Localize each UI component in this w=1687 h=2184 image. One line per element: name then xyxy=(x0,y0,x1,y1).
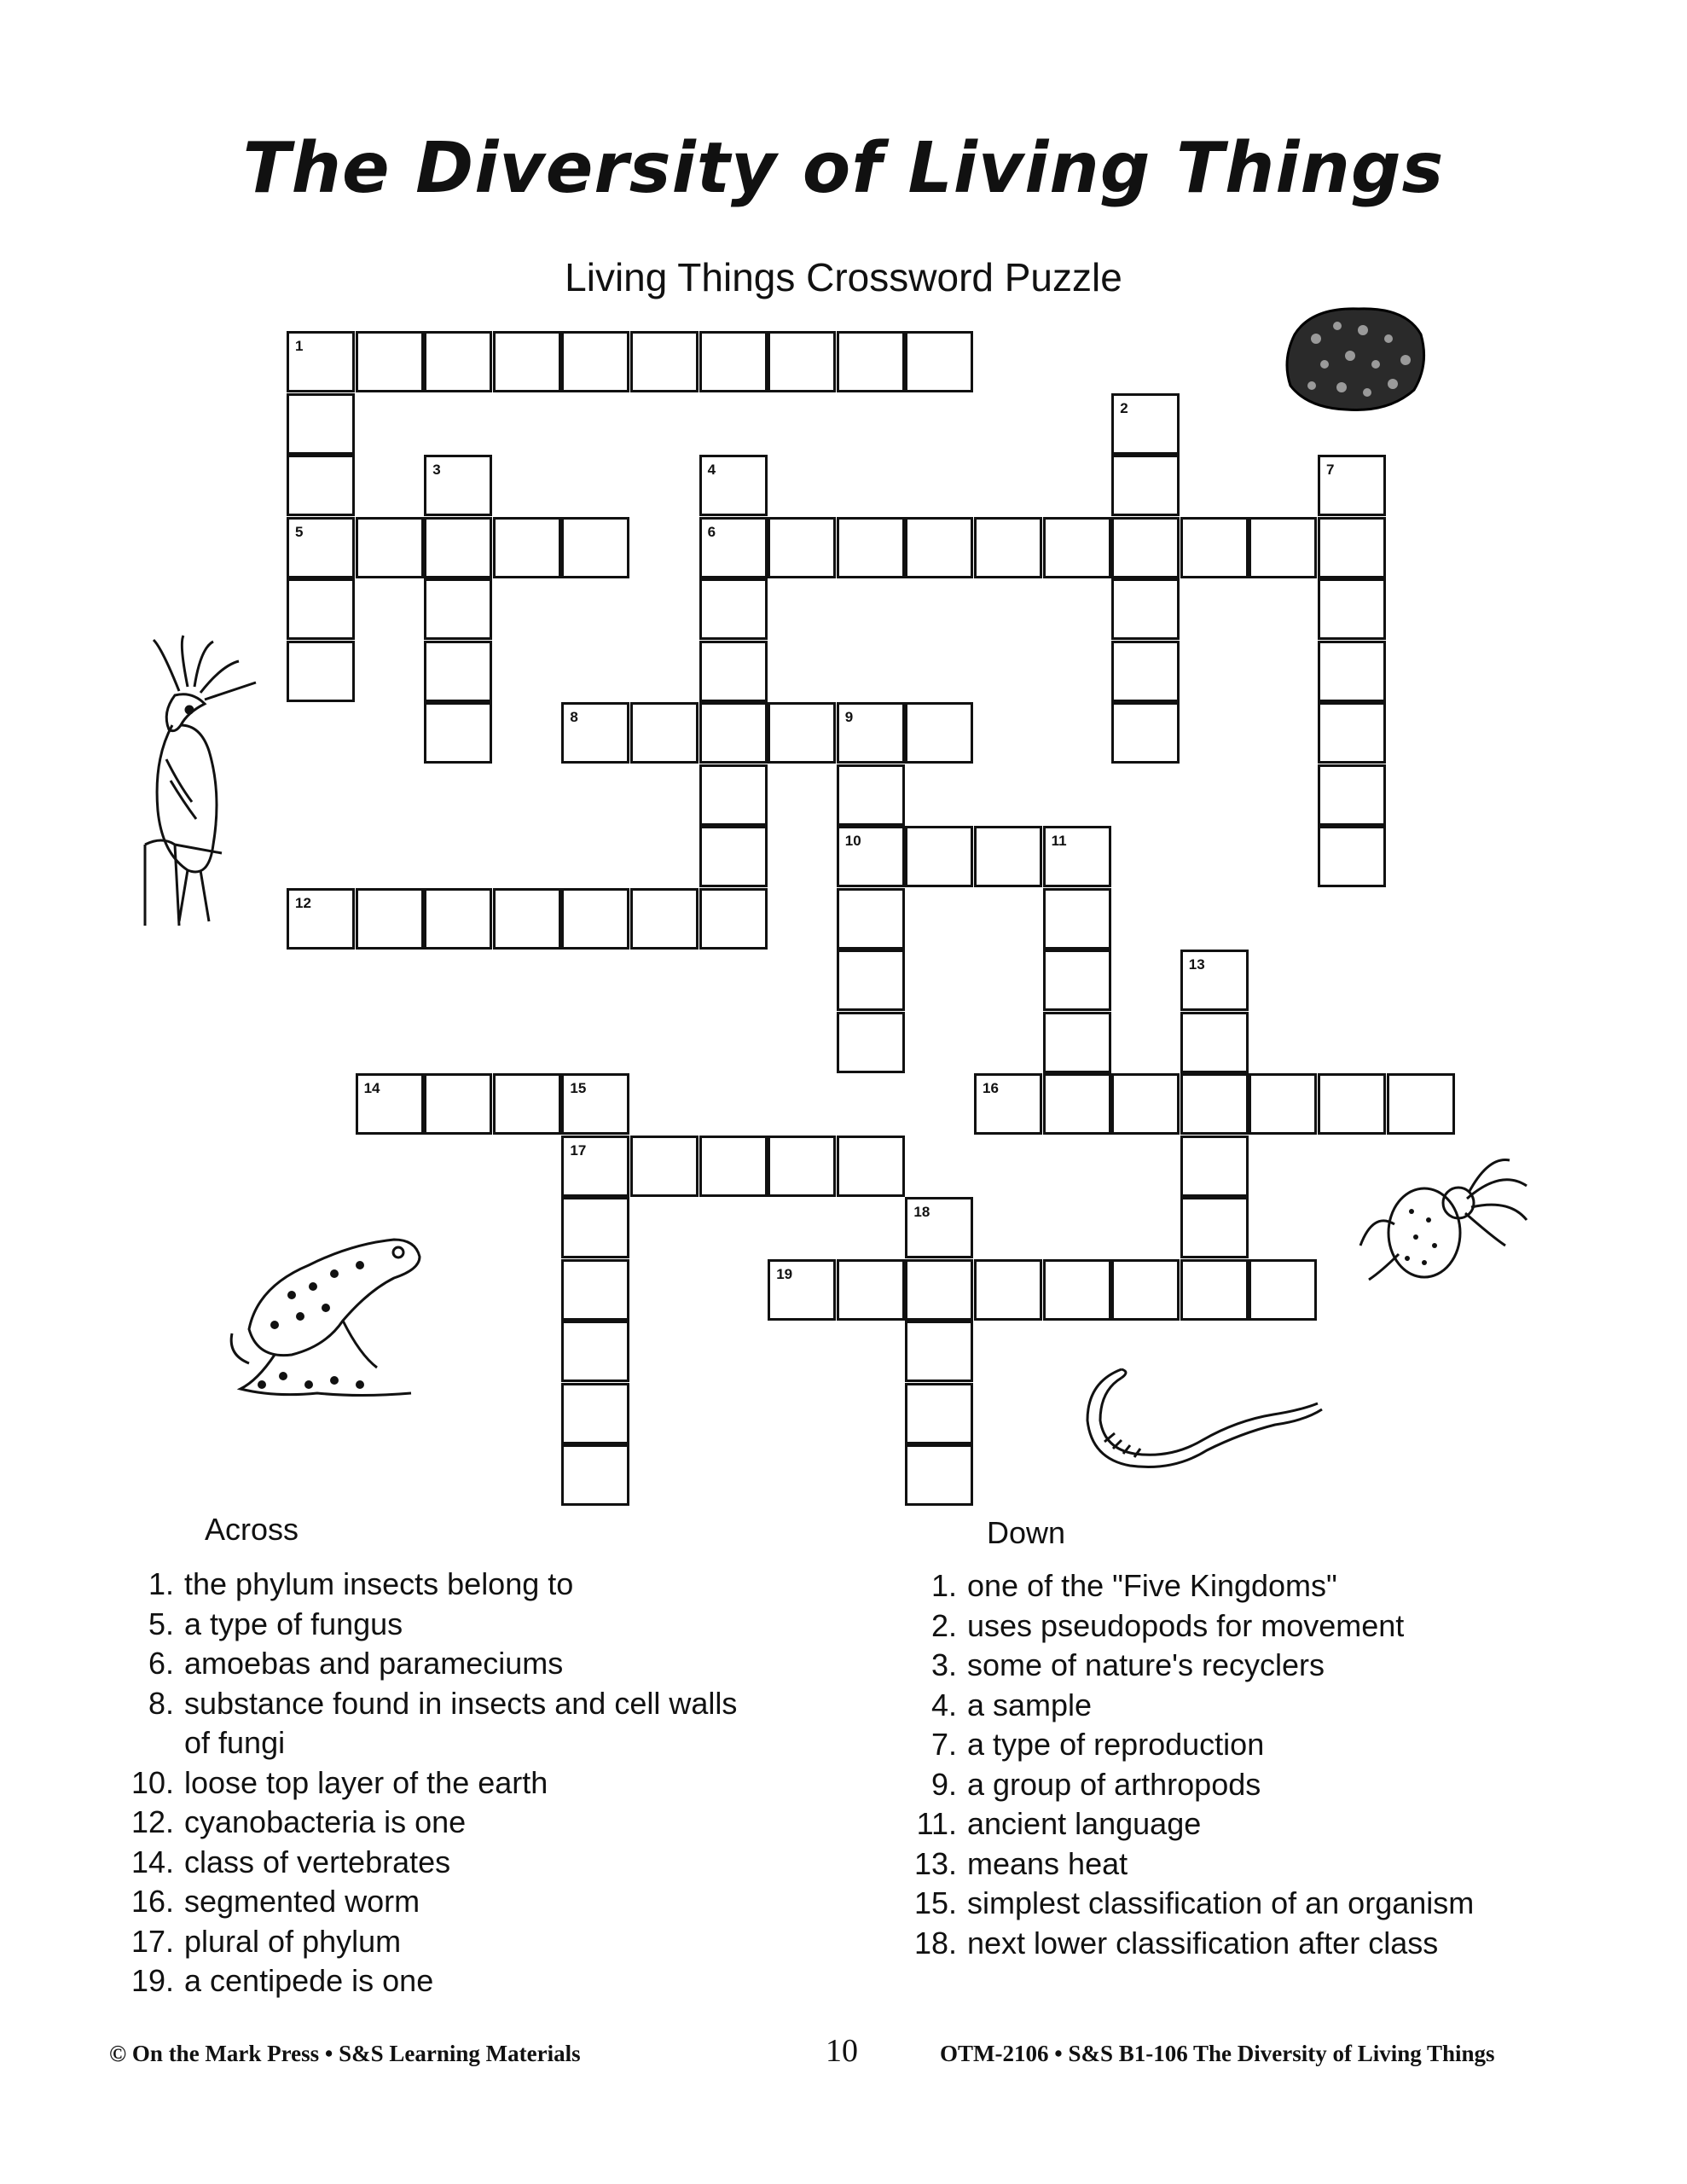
crossword-cell[interactable] xyxy=(287,888,355,950)
crossword-cell[interactable] xyxy=(1043,888,1111,950)
clue-number: 17. xyxy=(130,1923,174,1959)
crossword-cell[interactable] xyxy=(287,393,355,455)
crossword-cell[interactable] xyxy=(1318,578,1386,640)
crossword-cell[interactable] xyxy=(1043,1073,1111,1135)
crossword-cell[interactable] xyxy=(837,950,905,1011)
cell-number: 14 xyxy=(363,1080,380,1096)
crossword-cell[interactable] xyxy=(699,826,768,887)
crossword-cell[interactable] xyxy=(768,702,836,764)
frog-illustration xyxy=(223,1227,428,1406)
clue-text: a group of arthropods xyxy=(967,1766,1261,1802)
across-heading: Across xyxy=(205,1512,299,1547)
crossword-cell[interactable] xyxy=(699,702,768,764)
crossword-cell[interactable] xyxy=(1318,517,1386,578)
clue-text: simplest classification of an organism xyxy=(967,1885,1475,1920)
clue-number: 4. xyxy=(930,1687,957,1722)
clue-number: 1. xyxy=(930,1568,957,1603)
clue-text: cyanobacteria is one xyxy=(184,1804,467,1839)
cell-number: 12 xyxy=(295,894,311,911)
down-heading: Down xyxy=(987,1515,1066,1550)
crossword-cell[interactable] xyxy=(424,641,492,702)
crossword-cell[interactable] xyxy=(1180,517,1249,578)
crossword-cell[interactable] xyxy=(1111,1073,1180,1135)
across-clue xyxy=(119,1882,768,1922)
cell-number: 3 xyxy=(432,462,441,478)
crossword-cell[interactable] xyxy=(905,1321,973,1382)
clue-text: loose top layer of the earth xyxy=(184,1764,548,1800)
crossword-cell[interactable] xyxy=(356,331,424,392)
crossword-cell[interactable] xyxy=(493,1073,561,1135)
crossword-cell[interactable] xyxy=(561,1383,629,1444)
cell-number: 2 xyxy=(1120,399,1128,416)
cell-number: 1 xyxy=(295,338,304,354)
crossword-cell[interactable] xyxy=(561,888,629,950)
crossword-cell[interactable] xyxy=(837,1259,905,1321)
cell-number: 19 xyxy=(776,1265,793,1282)
cell-number: 13 xyxy=(1188,956,1205,973)
crossword-cell[interactable] xyxy=(905,826,973,887)
crossword-cell[interactable] xyxy=(699,764,768,826)
crossword-cell[interactable] xyxy=(1318,826,1386,887)
crossword-cell[interactable] xyxy=(1043,1012,1111,1073)
cell-number: 18 xyxy=(913,1204,930,1220)
crossword-cell[interactable] xyxy=(1111,641,1180,702)
crossword-cell[interactable] xyxy=(1318,455,1386,516)
sponge-illustration xyxy=(1278,300,1431,420)
crossword-cell[interactable] xyxy=(1318,1073,1386,1135)
crossword-cell[interactable] xyxy=(1111,702,1180,764)
cell-number: 17 xyxy=(570,1141,587,1159)
crossword-cell[interactable] xyxy=(837,764,905,826)
crossword-cell[interactable] xyxy=(561,1321,629,1382)
across-clue xyxy=(119,1644,768,1684)
down-clue xyxy=(902,1924,1636,1964)
clue-number: 14. xyxy=(130,1844,174,1879)
clue-number: 12. xyxy=(130,1804,174,1839)
crossword-cell[interactable] xyxy=(1180,1012,1249,1073)
crossword-cell[interactable] xyxy=(1249,1073,1317,1135)
clue-text: ancient language xyxy=(967,1806,1202,1841)
across-clue xyxy=(119,1684,768,1763)
clue-text: some of nature's recyclers xyxy=(967,1647,1325,1682)
crossword-cell[interactable] xyxy=(561,517,629,578)
footer-product-code: OTM-2106 • S&S B1-106 The Diversity of Living Things xyxy=(940,2041,1495,2066)
down-clue xyxy=(902,1686,1636,1726)
crossword-cell[interactable] xyxy=(905,1383,973,1444)
crossword-cell[interactable] xyxy=(768,517,836,578)
crossword-cell[interactable] xyxy=(837,517,905,578)
crossword-cell[interactable] xyxy=(630,1136,699,1197)
crossword-cell[interactable] xyxy=(974,1073,1042,1135)
down-clue xyxy=(902,1566,1636,1606)
crossword-cell[interactable] xyxy=(837,1136,905,1197)
crossword-cell[interactable] xyxy=(424,517,492,578)
page-title: The Diversity of Living Things xyxy=(242,128,1445,209)
clue-number: 15. xyxy=(913,1885,957,1920)
cell-number: 16 xyxy=(983,1080,999,1096)
crossword-cell[interactable] xyxy=(1249,517,1317,578)
crossword-cell[interactable] xyxy=(1249,1259,1317,1321)
clue-text: a type of fungus xyxy=(184,1606,403,1641)
clue-number: 3. xyxy=(930,1647,957,1682)
clue-text: the phylum insects belong to xyxy=(184,1566,574,1601)
crossword-cell[interactable] xyxy=(561,331,629,392)
down-clue-list xyxy=(902,1566,1636,1963)
down-clue xyxy=(902,1804,1636,1844)
clue-number: 10. xyxy=(130,1764,174,1800)
crossword-cell[interactable] xyxy=(356,517,424,578)
crossword-cell[interactable] xyxy=(699,578,768,640)
puzzle-subtitle: Living Things Crossword Puzzle xyxy=(565,255,1122,299)
down-clue xyxy=(902,1725,1636,1765)
clue-text: a centipede is one xyxy=(184,1963,434,1998)
crossword-cell[interactable] xyxy=(837,702,905,764)
crossword-cell[interactable] xyxy=(1111,455,1180,516)
crossword-cell[interactable] xyxy=(974,517,1042,578)
crossword-cell[interactable] xyxy=(905,1444,973,1506)
down-clue xyxy=(902,1606,1636,1647)
crossword-cell[interactable] xyxy=(1111,393,1180,455)
clue-text: class of vertebrates xyxy=(184,1844,451,1879)
crossword-cell[interactable] xyxy=(1180,1136,1249,1197)
crossword-cell[interactable] xyxy=(1180,1259,1249,1321)
crossword-cell[interactable] xyxy=(287,578,355,640)
crossword-cell[interactable] xyxy=(1318,641,1386,702)
clue-text: substance found in insects and cell walls of fungi xyxy=(184,1685,738,1760)
crossword-cell[interactable] xyxy=(493,517,561,578)
clue-number: 11. xyxy=(916,1806,957,1841)
crossword-cell[interactable] xyxy=(561,1444,629,1506)
crossword-cell[interactable] xyxy=(837,826,905,887)
page-number: 10 xyxy=(826,2033,858,2069)
crossword-cell[interactable] xyxy=(837,331,905,392)
crossword-cell[interactable] xyxy=(974,826,1042,887)
crossword-cell[interactable] xyxy=(424,888,492,950)
crossword-cell[interactable] xyxy=(424,702,492,764)
clue-text: amoebas and parameciums xyxy=(184,1646,564,1681)
crossword-cell[interactable] xyxy=(356,1073,424,1135)
cell-number: 10 xyxy=(844,833,861,849)
crossword-cell[interactable] xyxy=(905,1259,973,1321)
cell-number: 7 xyxy=(1326,462,1335,478)
cell-number: 8 xyxy=(570,709,578,725)
clue-number: 18. xyxy=(913,1925,957,1960)
crossword-cell[interactable] xyxy=(1111,517,1180,578)
across-clue xyxy=(119,1803,768,1843)
crossword-cell[interactable] xyxy=(905,1197,973,1258)
earthworm-illustration xyxy=(1070,1356,1326,1484)
crossword-cell[interactable] xyxy=(837,888,905,950)
cockatoo-illustration xyxy=(128,631,273,930)
cell-number: 11 xyxy=(1051,833,1067,849)
crossword-cell[interactable] xyxy=(1043,1259,1111,1321)
clue-text: uses pseudopods for movement xyxy=(967,1607,1405,1643)
crossword-cell[interactable] xyxy=(561,1073,629,1135)
cell-number: 4 xyxy=(707,462,716,478)
crossword-cell[interactable] xyxy=(1043,950,1111,1011)
crossword-cell[interactable] xyxy=(630,331,699,392)
cell-number: 5 xyxy=(295,523,304,540)
crossword-cell[interactable] xyxy=(287,455,355,516)
cell-number: 15 xyxy=(570,1080,587,1096)
crossword-cell[interactable] xyxy=(424,455,492,516)
crossword-cell[interactable] xyxy=(287,331,355,392)
clue-text: a sample xyxy=(967,1687,1093,1722)
crossword-cell[interactable] xyxy=(768,331,836,392)
clue-number: 8. xyxy=(148,1685,174,1721)
clue-number: 13. xyxy=(913,1845,957,1881)
crossword-cell[interactable] xyxy=(1318,702,1386,764)
clue-number: 16. xyxy=(130,1884,174,1919)
clue-number: 6. xyxy=(148,1646,174,1681)
clue-text: a type of reproduction xyxy=(967,1727,1265,1762)
down-clue xyxy=(902,1844,1636,1885)
crossword-cell[interactable] xyxy=(356,888,424,950)
cell-number: 6 xyxy=(707,523,716,540)
crossword-cell[interactable] xyxy=(424,331,492,392)
crossword-cell[interactable] xyxy=(1180,1073,1249,1135)
crossword-cell[interactable] xyxy=(630,888,699,950)
clue-number: 19. xyxy=(130,1963,174,1998)
clue-text: next lower classification after class xyxy=(967,1925,1439,1960)
crossword-cell[interactable] xyxy=(905,702,973,764)
spider-illustration xyxy=(1356,1152,1535,1297)
crossword-cell[interactable] xyxy=(1180,1197,1249,1258)
crossword-cell[interactable] xyxy=(905,517,973,578)
crossword-cell[interactable] xyxy=(1318,764,1386,826)
crossword-cell[interactable] xyxy=(1043,517,1111,578)
crossword-cell[interactable] xyxy=(699,455,768,516)
crossword-cell[interactable] xyxy=(974,1259,1042,1321)
crossword-cell[interactable] xyxy=(493,331,561,392)
crossword-cell[interactable] xyxy=(1043,826,1111,887)
down-clue xyxy=(902,1646,1636,1686)
crossword-cell[interactable] xyxy=(905,331,973,392)
crossword-cell[interactable] xyxy=(493,888,561,950)
across-clue-list xyxy=(119,1565,768,2001)
crossword-cell[interactable] xyxy=(287,517,355,578)
cell-number: 9 xyxy=(844,709,854,725)
down-clue xyxy=(902,1765,1636,1805)
crossword-cell[interactable] xyxy=(1387,1073,1455,1135)
crossword-cell[interactable] xyxy=(561,1259,629,1321)
crossword-cell[interactable] xyxy=(424,578,492,640)
crossword-cell[interactable] xyxy=(630,702,699,764)
across-clue xyxy=(119,1961,768,2001)
across-clue xyxy=(119,1922,768,1962)
crossword-cell[interactable] xyxy=(1111,578,1180,640)
crossword-cell[interactable] xyxy=(287,641,355,702)
clue-number: 2. xyxy=(930,1607,957,1643)
down-clue xyxy=(902,1884,1636,1924)
crossword-cell[interactable] xyxy=(768,1136,836,1197)
crossword-cell[interactable] xyxy=(1111,1259,1180,1321)
crossword-cell[interactable] xyxy=(699,1136,768,1197)
crossword-cell[interactable] xyxy=(561,1136,629,1197)
across-clue xyxy=(119,1605,768,1645)
clue-text: means heat xyxy=(967,1845,1128,1881)
crossword-cell[interactable] xyxy=(699,517,768,578)
clue-number: 1. xyxy=(148,1566,174,1601)
crossword-cell[interactable] xyxy=(424,1073,492,1135)
crossword-cell[interactable] xyxy=(699,888,768,950)
footer-publisher: © On the Mark Press • S&S Learning Materials xyxy=(109,2041,581,2066)
across-clue xyxy=(119,1565,768,1605)
clue-number: 5. xyxy=(148,1606,174,1641)
across-clue xyxy=(119,1843,768,1883)
crossword-cell[interactable] xyxy=(768,1259,836,1321)
crossword-cell[interactable] xyxy=(699,641,768,702)
crossword-cell[interactable] xyxy=(699,331,768,392)
clue-number: 7. xyxy=(930,1727,957,1762)
clue-text: segmented worm xyxy=(184,1884,420,1919)
crossword-cell[interactable] xyxy=(1180,950,1249,1011)
crossword-cell[interactable] xyxy=(561,702,629,764)
clue-text: one of the "Five Kingdoms" xyxy=(967,1568,1337,1603)
clue-number: 9. xyxy=(930,1766,957,1802)
clue-text: plural of phylum xyxy=(184,1923,402,1959)
across-clue xyxy=(119,1763,768,1804)
crossword-cell[interactable] xyxy=(561,1197,629,1258)
crossword-cell[interactable] xyxy=(837,1012,905,1073)
